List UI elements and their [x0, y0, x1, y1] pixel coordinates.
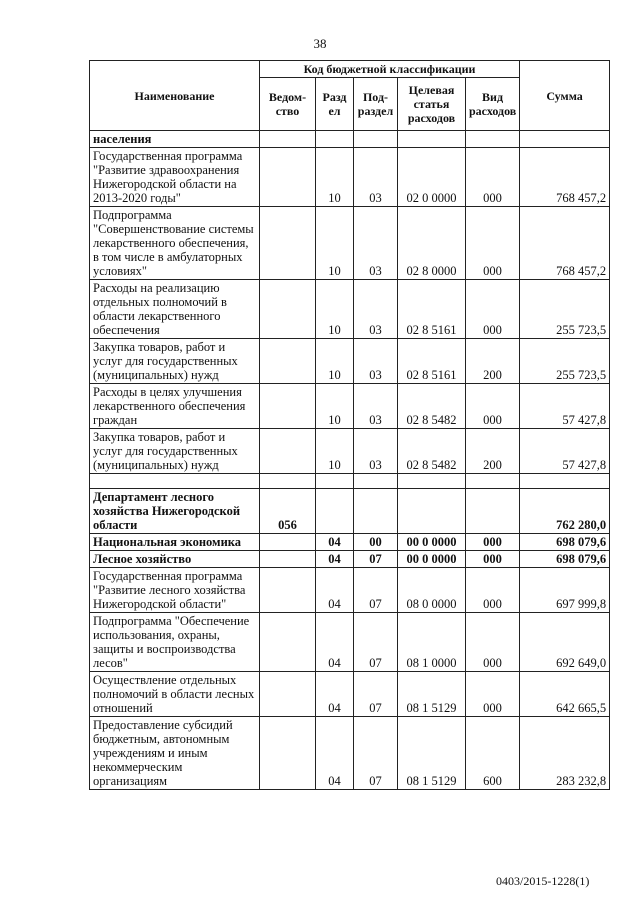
row-subsection — [354, 474, 398, 489]
row-target: 00 0 0000 — [398, 534, 466, 551]
row-expense-type — [466, 489, 520, 534]
table-row — [90, 534, 610, 551]
row-subsection — [354, 489, 398, 534]
row-amount: 698 079,6 — [520, 534, 610, 551]
row-name: Предоставление субсидий бюджетным, автономным учреждениям и иным некоммерческим организациям — [90, 717, 260, 790]
row-name — [90, 474, 260, 489]
table-row — [90, 280, 610, 339]
row-subsection: 03 — [354, 384, 398, 429]
document-code: 0403/2015-1228(1) — [496, 874, 590, 888]
budget-table — [89, 60, 610, 790]
row-name: Расходы на реализацию отдельных полномочий в области лекарственного обеспечения — [90, 280, 260, 339]
row-expense-type: 000 — [466, 568, 520, 613]
table-row — [90, 148, 610, 207]
row-target: 02 8 0000 — [398, 207, 466, 280]
row-target: 08 1 0000 — [398, 613, 466, 672]
table-row — [90, 474, 610, 489]
row-name: Осуществление отдельных полномочий в области лесных отношений — [90, 672, 260, 717]
row-target: 08 0 0000 — [398, 568, 466, 613]
row-dept — [260, 568, 316, 613]
row-subsection: 07 — [354, 568, 398, 613]
row-subsection: 03 — [354, 280, 398, 339]
row-target: 08 1 5129 — [398, 672, 466, 717]
row-dept — [260, 551, 316, 568]
col-header-code-group: Код бюджетной классификации — [260, 61, 520, 78]
row-subsection: 00 — [354, 534, 398, 551]
row-amount: 255 723,5 — [520, 280, 610, 339]
col-header-amount: Сумма — [520, 61, 610, 131]
row-name: Расходы в целях улучшения лекарственного обеспечения граждан — [90, 384, 260, 429]
row-dept — [260, 717, 316, 790]
row-target — [398, 489, 466, 534]
col-header-dept: Ведом-ство — [260, 78, 316, 131]
row-expense-type: 000 — [466, 613, 520, 672]
row-amount: 255 723,5 — [520, 339, 610, 384]
row-dept — [260, 613, 316, 672]
row-subsection: 03 — [354, 207, 398, 280]
row-name: населения — [90, 131, 260, 148]
row-section — [316, 474, 354, 489]
row-target: 00 0 0000 — [398, 551, 466, 568]
row-target: 02 8 5482 — [398, 384, 466, 429]
row-section: 04 — [316, 613, 354, 672]
row-section — [316, 489, 354, 534]
row-amount: 697 999,8 — [520, 568, 610, 613]
row-amount: 762 280,0 — [520, 489, 610, 534]
row-amount: 57 427,8 — [520, 384, 610, 429]
table-body — [90, 131, 610, 790]
row-target: 02 8 5161 — [398, 339, 466, 384]
row-amount: 768 457,2 — [520, 207, 610, 280]
row-name: Лесное хозяйство — [90, 551, 260, 568]
row-target: 02 0 0000 — [398, 148, 466, 207]
table-row — [90, 207, 610, 280]
table-row — [90, 429, 610, 474]
row-section: 04 — [316, 672, 354, 717]
row-subsection: 03 — [354, 429, 398, 474]
col-header-target: Целевая статья расходов — [398, 78, 466, 131]
row-expense-type: 200 — [466, 339, 520, 384]
table-row — [90, 384, 610, 429]
row-amount: 768 457,2 — [520, 148, 610, 207]
col-header-section: Разд ел — [316, 78, 354, 131]
row-dept — [260, 339, 316, 384]
row-dept — [260, 474, 316, 489]
row-dept — [260, 207, 316, 280]
row-name: Подпрограмма "Обеспечение использования, охраны, защиты и воспроизводства лесов" — [90, 613, 260, 672]
row-section: 10 — [316, 429, 354, 474]
row-target: 02 8 5161 — [398, 280, 466, 339]
row-expense-type — [466, 131, 520, 148]
table-row — [90, 339, 610, 384]
row-section: 10 — [316, 339, 354, 384]
row-section — [316, 131, 354, 148]
row-target — [398, 474, 466, 489]
row-name: Национальная экономика — [90, 534, 260, 551]
row-subsection: 07 — [354, 717, 398, 790]
row-amount: 283 232,8 — [520, 717, 610, 790]
table-row — [90, 672, 610, 717]
row-dept — [260, 429, 316, 474]
row-amount: 698 079,6 — [520, 551, 610, 568]
row-section: 04 — [316, 534, 354, 551]
table-row — [90, 131, 610, 148]
row-section: 04 — [316, 717, 354, 790]
row-expense-type: 200 — [466, 429, 520, 474]
row-expense-type: 000 — [466, 551, 520, 568]
row-expense-type: 000 — [466, 534, 520, 551]
row-expense-type: 600 — [466, 717, 520, 790]
row-section: 10 — [316, 207, 354, 280]
row-section: 10 — [316, 148, 354, 207]
row-expense-type: 000 — [466, 384, 520, 429]
row-subsection: 07 — [354, 551, 398, 568]
row-section: 04 — [316, 551, 354, 568]
row-amount — [520, 474, 610, 489]
row-amount: 642 665,5 — [520, 672, 610, 717]
row-expense-type: 000 — [466, 148, 520, 207]
table-row — [90, 568, 610, 613]
row-target — [398, 131, 466, 148]
row-name: Государственная программа "Развитие здравоохранения Нижегородской области на 2013-2020 годы" — [90, 148, 260, 207]
row-target: 08 1 5129 — [398, 717, 466, 790]
col-header-expense-type: Вид расходов — [466, 78, 520, 131]
header-row-1 — [90, 61, 610, 78]
row-name: Государственная программа "Развитие лесного хозяйства Нижегородской области" — [90, 568, 260, 613]
table-row — [90, 551, 610, 568]
row-name: Департамент лесного хозяйства Нижегородской области — [90, 489, 260, 534]
row-name: Закупка товаров, работ и услуг для государственных (муниципальных) нужд — [90, 339, 260, 384]
row-dept — [260, 384, 316, 429]
row-subsection: 03 — [354, 148, 398, 207]
col-header-subsection: Под-раздел — [354, 78, 398, 131]
row-expense-type: 000 — [466, 280, 520, 339]
table-row — [90, 489, 610, 534]
row-amount: 57 427,8 — [520, 429, 610, 474]
row-subsection: 07 — [354, 613, 398, 672]
row-expense-type: 000 — [466, 207, 520, 280]
row-amount — [520, 131, 610, 148]
row-dept — [260, 131, 316, 148]
col-header-name: Наименование — [90, 61, 260, 131]
row-dept — [260, 148, 316, 207]
table-row — [90, 717, 610, 790]
row-target: 02 8 5482 — [398, 429, 466, 474]
row-section: 04 — [316, 568, 354, 613]
row-amount: 692 649,0 — [520, 613, 610, 672]
row-dept — [260, 280, 316, 339]
row-subsection: 03 — [354, 339, 398, 384]
row-dept: 056 — [260, 489, 316, 534]
row-name: Закупка товаров, работ и услуг для государственных (муниципальных) нужд — [90, 429, 260, 474]
row-expense-type — [466, 474, 520, 489]
row-name: Подпрограмма "Совершенствование системы лекарственного обеспечения, в том числе в амбулаторных условиях" — [90, 207, 260, 280]
page-number: 38 — [313, 36, 327, 51]
row-section: 10 — [316, 384, 354, 429]
row-subsection: 07 — [354, 672, 398, 717]
row-expense-type: 000 — [466, 672, 520, 717]
row-section: 10 — [316, 280, 354, 339]
row-dept — [260, 534, 316, 551]
row-dept — [260, 672, 316, 717]
table-row — [90, 613, 610, 672]
row-subsection — [354, 131, 398, 148]
